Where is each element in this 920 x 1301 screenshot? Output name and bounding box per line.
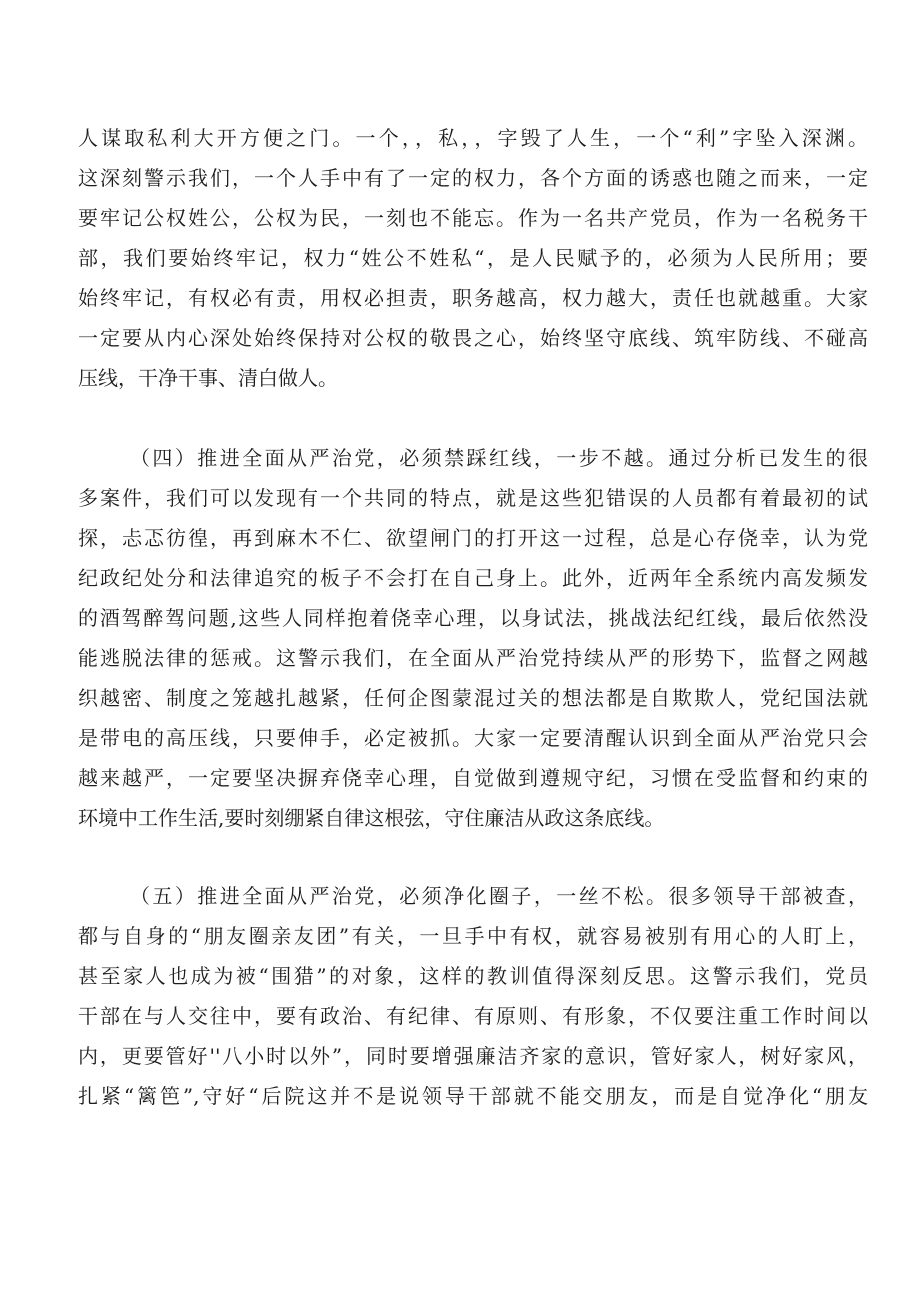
text-line: 始终牢记，有权必有责，用权必担责，职务越高，权力越大，责任也就越重。大家 bbox=[78, 286, 868, 310]
text-line: 内，更要管好''八小时以外”，同时要增强廉洁齐家的意识，管好家人，树好家风， bbox=[78, 1044, 868, 1068]
paragraph-section-four bbox=[78, 438, 868, 838]
text-line: 这深刻警示我们，一个人手中有了一定的权力，各个方面的诱惑也随之而来，一定 bbox=[78, 166, 868, 190]
paragraph-public-power bbox=[78, 118, 868, 398]
text-line: 环境中工作生活,要时刻绷紧自律这根弦，守住廉洁从政这条底线。 bbox=[78, 806, 665, 830]
text-line: 要牢记公权姓公，公权为民，一刻也不能忘。作为一名共产党员，作为一名税务干 bbox=[78, 206, 868, 230]
text-line: 一定要从内心深处始终保持对公权的敬畏之心，始终坚守底线、筑牢防线、不碰高 bbox=[78, 326, 868, 350]
text-line: 部，我们要始终牢记，权力“姓公不姓私“，是人民赋予的，必须为人民所用；要 bbox=[78, 246, 868, 270]
text-line: （五）推进全面从严治党，必须净化圈子，一丝不松。很多领导干部被查， bbox=[130, 884, 868, 908]
text-line: 纪政纪处分和法律追究的板子不会打在自己身上。此外，近两年全系统内高发频发 bbox=[78, 566, 868, 590]
text-line: 探，忐忑彷徨，再到麻木不仁、欲望闸门的打开这一过程，总是心存侥幸，认为党 bbox=[78, 526, 868, 550]
text-line: 干部在与人交往中，要有政治、有纪律、有原则、有形象，不仅要注重工作时间以 bbox=[78, 1004, 868, 1028]
paragraph-section-five bbox=[78, 876, 868, 1116]
text-line: 甚至家人也成为被“围猎”的对象，这样的教训值得深刻反思。这警示我们，党员 bbox=[78, 964, 868, 988]
text-line: 扎紧“篱笆”,守好“后院这并不是说领导干部就不能交朋友，而是自觉净化“朋友 bbox=[78, 1084, 868, 1108]
text-line: 压线，干净干事、清白做人。 bbox=[78, 366, 338, 390]
text-line: 都与自身的“朋友圈亲友团”有关，一旦手中有权，就容易被别有用心的人盯上， bbox=[78, 924, 868, 948]
text-line: 的酒驾醉驾问题,这些人同样抱着侥幸心理，以身试法，挑战法纪红线，最后依然没 bbox=[78, 606, 868, 630]
document-body bbox=[78, 118, 868, 1116]
text-line: 织越密、制度之笼越扎越紧，任何企图蒙混过关的想法都是自欺欺人，党纪国法就 bbox=[78, 686, 868, 710]
text-line: 多案件，我们可以发现有一个共同的特点，就是这些犯错误的人员都有着最初的试 bbox=[78, 486, 868, 510]
text-line: 人谋取私利大开方便之门。一个，，私，，字毁了人生，一个“利”字坠入深渊。 bbox=[78, 126, 868, 150]
text-line: 能逃脱法律的惩戒。这警示我们，在全面从严治党持续从严的形势下，监督之网越 bbox=[78, 646, 868, 670]
text-line: 是带电的高压线，只要伸手，必定被抓。大家一定要清醒认识到全面从严治党只会 bbox=[78, 726, 868, 750]
text-line: （四）推进全面从严治党，必须禁踩红线，一步不越。通过分析已发生的很 bbox=[130, 446, 868, 470]
text-line: 越来越严，一定要坚决摒弃侥幸心理，自觉做到遵规守纪，习惯在受监督和约束的 bbox=[78, 766, 868, 790]
